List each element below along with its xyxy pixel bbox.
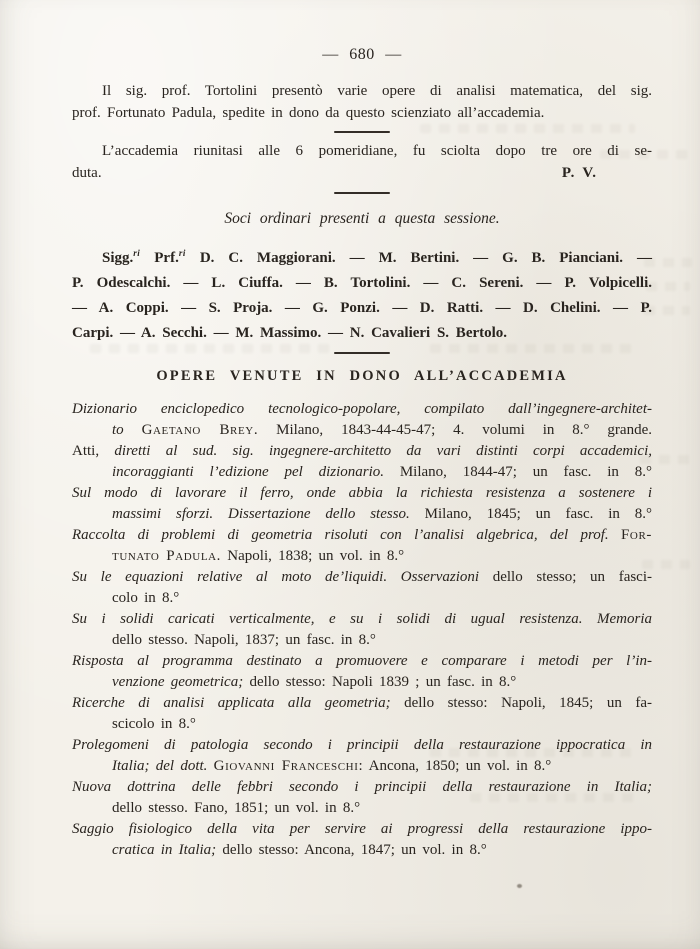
- text-segment: incoraggianti l’edizione pel dizionario.: [112, 464, 400, 480]
- signature-initials: P. V.: [561, 165, 597, 181]
- text-line: [72, 241, 652, 271]
- attendees-list: [72, 241, 652, 346]
- text-segment: Il sig. prof. Tortolini presentò varie opere di analisi matematica, del sig.: [102, 83, 652, 99]
- text-line: [72, 546, 652, 567]
- text-segment: venzione geometrica;: [112, 674, 250, 690]
- text-segment: cratica in Italia;: [112, 842, 223, 858]
- text-segment: scicolo in 8.°: [112, 716, 196, 732]
- bibliography-entry: [72, 567, 652, 609]
- page-number: — 680 —: [322, 46, 402, 63]
- text-line: [72, 271, 652, 296]
- text-line: [72, 321, 652, 346]
- text-line: [72, 504, 652, 525]
- text-segment: massimi sforzi. Dissertazione dello stesso.: [112, 506, 425, 522]
- show-through-smudge: [644, 258, 692, 267]
- text-line: [72, 840, 652, 861]
- text-line: [72, 651, 652, 672]
- show-through-smudge: [430, 748, 635, 757]
- show-through-smudge: [640, 455, 692, 464]
- show-through-smudge: [642, 560, 690, 569]
- text-segment: diretti al sud. sig. ingegnere-architetto da vari distinti corpi accademici,: [114, 443, 652, 459]
- text-segment: Dizionario enciclopedico tecnologico-popolare, compilato dall’ingegnere-architet-: [72, 401, 652, 417]
- attendees-heading: Soci ordinari presenti a questa sessione.: [224, 210, 500, 227]
- text-line: [72, 140, 652, 162]
- show-through-smudge: [470, 793, 635, 802]
- section-divider: [334, 192, 390, 194]
- text-line: [72, 399, 652, 420]
- text-segment: D. C. Maggiorani. — M. Bertini. — G. B. Pianciani. —: [185, 250, 652, 266]
- text-line: [72, 162, 652, 184]
- text-line: [72, 693, 652, 714]
- text-segment: L’accademia riunitasi alle 6 pomeridiane, fu sciolta dopo tre ore di se-: [102, 143, 652, 159]
- text-segment: Nuova dottrina delle febbri secondo i principii della restaurazione in Italia;: [72, 779, 652, 795]
- text-segment: dello stesso; un fasci-: [492, 569, 653, 585]
- text-line: [72, 609, 652, 630]
- bibliography-entry: [72, 819, 652, 861]
- text-line: [72, 525, 652, 546]
- bibliography-entry: [72, 483, 652, 525]
- bibliography-entry: [72, 651, 652, 693]
- text-segment: prof. Fortunato Padula, spedite in dono da questo scienziato all’accademia.: [72, 105, 545, 121]
- text-segment: Milano, 1844-47; un fasc. in 8.°: [399, 464, 652, 480]
- text-segment: dello stesso: Napoli, 1845; un fa-: [404, 695, 653, 711]
- text-segment: Carpi. — A. Secchi. — M. Massimo. — N. Cavalieri S. Bertolo.: [72, 325, 508, 341]
- show-through-smudge: [420, 124, 635, 133]
- text-segment: Sigg.: [102, 250, 134, 266]
- ink-speck: [517, 884, 522, 888]
- text-line: [72, 672, 652, 693]
- text-segment: For-: [620, 527, 652, 543]
- text-segment: Prolegomeni di patologia secondo i principii della restaurazione ippocratica in: [72, 737, 652, 753]
- text-segment: dello stesso. Fano, 1851; un vol. in 8.°: [112, 800, 361, 816]
- text-segment: dello stesso: Ancona, 1847; un vol. in 8.°: [222, 842, 487, 858]
- works-heading: OPERE VENUTE IN DONO ALL’ACCADEMIA: [156, 368, 568, 384]
- text-line: [72, 483, 652, 504]
- show-through-smudge: [90, 344, 330, 353]
- text-line: [72, 420, 652, 441]
- text-segment: Giovanni Franceschi:: [213, 758, 364, 774]
- bibliography-entry: [72, 441, 652, 483]
- text-segment: duta.: [72, 165, 102, 181]
- text-line: [72, 588, 652, 609]
- section-divider: [334, 352, 390, 354]
- text-segment: Atti,: [72, 443, 115, 459]
- text-segment: Su le equazioni relative al moto de’liquidi. Osservazioni: [72, 569, 493, 585]
- text-segment: Su i solidi caricati verticalmente, e su i solidi di ugual resistenza. Memoria: [72, 611, 652, 627]
- section-divider: [334, 131, 390, 133]
- text-segment: Sul modo di lavorare il ferro, onde abbia la richiesta resistenza a sostenere i: [72, 485, 652, 501]
- text-segment: Raccolta di problemi di geometria risoluti con l’analisi algebrica, del prof.: [72, 527, 621, 543]
- text-segment-group: [72, 162, 102, 184]
- show-through-smudge: [430, 344, 635, 353]
- text-segment: Risposta al programma destinato a promuovere e comparare i metodi per l’in-: [72, 653, 652, 669]
- text-segment: — A. Coppi. — S. Proja. — G. Ponzi. — D. Ratti. — D. Chelini. — P.: [72, 300, 652, 316]
- text-segment: Napoli, 1838; un vol. in 8.°: [221, 548, 405, 564]
- bibliography-entry: [72, 399, 652, 441]
- show-through-smudge: [600, 150, 688, 159]
- text-line: [72, 756, 652, 777]
- text-segment: P. Odescalchi. — L. Ciuffa. — B. Tortolini. — C. Sereni. — P. Volpicelli.: [72, 275, 652, 291]
- text-line: [72, 296, 652, 321]
- text-segment: colo in 8.°: [112, 590, 180, 606]
- text-segment: Ancona, 1850; un vol. in 8.°: [363, 758, 552, 774]
- bibliography-entry: [72, 525, 652, 567]
- text-line: [72, 462, 652, 483]
- bibliography-entry: [72, 609, 652, 651]
- show-through-smudge: [646, 282, 690, 291]
- text-line: [72, 441, 652, 462]
- text-segment: dello stesso: Napoli 1839 ; un fasc. in 8.°: [249, 674, 517, 690]
- text-line: [72, 567, 652, 588]
- text-line: [72, 630, 652, 651]
- text-line: [72, 80, 652, 102]
- text-segment: Prf.: [140, 250, 179, 266]
- text-segment: Saggio fisiologico della vita per servire ai progressi della restaurazione ippo-: [72, 821, 652, 837]
- text-line: [72, 819, 652, 840]
- text-segment: tunato Padula.: [112, 548, 222, 564]
- text-line: [72, 102, 652, 124]
- text-line: [72, 714, 652, 735]
- text-segment: Milano, 1845; un fasc. in 8.°: [424, 506, 653, 522]
- text-segment: to: [112, 422, 142, 438]
- show-through-smudge: [644, 306, 690, 315]
- text-segment: Ricerche di analisi applicata alla geometria;: [72, 695, 405, 711]
- session-close-paragraph: [72, 140, 652, 184]
- text-segment: ri: [178, 248, 186, 258]
- text-segment: Milano, 1843-44-45-47; 4. volumi in 8.° grande.: [258, 422, 652, 438]
- text-segment: ri: [133, 248, 141, 258]
- text-segment: Gaetano Brey.: [141, 422, 259, 438]
- bibliography-entry: [72, 693, 652, 735]
- text-segment: Italia; del dott.: [112, 758, 214, 774]
- text-segment: dello stesso. Napoli, 1837; un fasc. in 8.°: [112, 632, 376, 648]
- intro-paragraph: [72, 80, 652, 124]
- works-entries-list: [72, 399, 652, 861]
